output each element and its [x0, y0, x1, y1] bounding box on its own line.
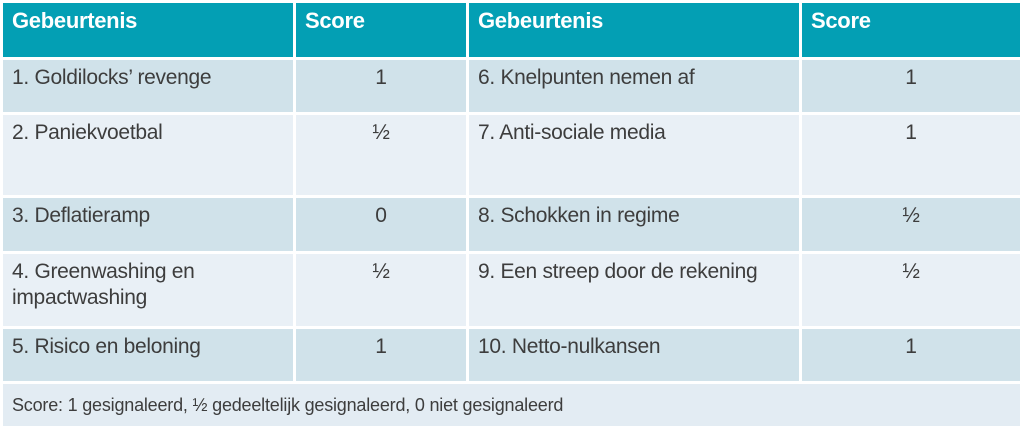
event-cell: 3. Deflatieramp [3, 198, 293, 251]
footnote-row [3, 384, 1020, 426]
score-cell: 1 [802, 115, 1020, 195]
table-row [3, 115, 1020, 195]
event-cell: 9. Een streep door de rekening [469, 254, 799, 326]
event-cell: 6. Knelpunten nemen af [469, 60, 799, 112]
score-cell: ½ [802, 254, 1020, 326]
column-header-gebeurtenis-right: Gebeurtenis [469, 3, 799, 57]
event-cell: 10. Netto-nulkansen [469, 329, 799, 381]
score-cell: ½ [296, 254, 466, 326]
event-cell: 4. Greenwashing en impactwashing [3, 254, 293, 326]
table-row [3, 198, 1020, 251]
score-cell: ½ [296, 115, 466, 195]
score-cell: 1 [802, 329, 1020, 381]
table-row [3, 329, 1020, 381]
event-cell: 7. Anti-sociale media [469, 115, 799, 195]
column-header-score-right: Score [802, 3, 1020, 57]
score-cell: 1 [802, 60, 1020, 112]
event-cell: 2. Paniekvoetbal [3, 115, 293, 195]
event-cell: 1. Goldilocks’ revenge [3, 60, 293, 112]
score-cell: 0 [296, 198, 466, 251]
score-cell: 1 [296, 60, 466, 112]
event-cell: 8. Schokken in regime [469, 198, 799, 251]
table-row [3, 60, 1020, 112]
column-header-gebeurtenis-left: Gebeurtenis [3, 3, 293, 57]
score-cell: 1 [296, 329, 466, 381]
event-cell: 5. Risico en beloning [3, 329, 293, 381]
table-row [3, 254, 1020, 326]
header-row [3, 3, 1020, 57]
table-footnote: Score: 1 gesignaleerd, ½ gedeeltelijk gesignaleerd, 0 niet gesignaleerd [3, 384, 1020, 426]
score-cell: ½ [802, 198, 1020, 251]
column-header-score-left: Score [296, 3, 466, 57]
